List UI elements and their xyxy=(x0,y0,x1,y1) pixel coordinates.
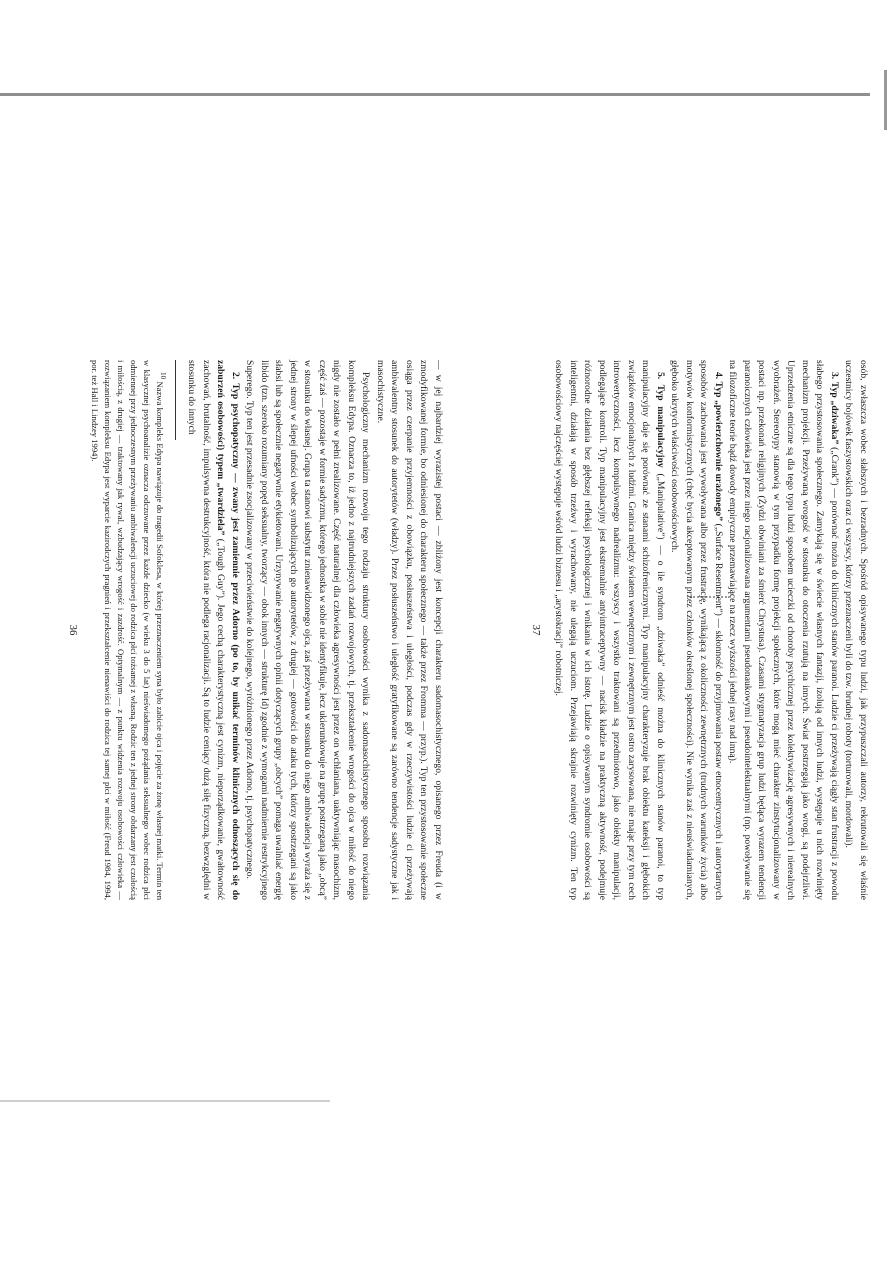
paragraph: — w jej najbardziej wyrazistej postaci — zbliżony jest koncepcji charakteru sadomasochistycznego, opisanego przez Freuda (i w zmodyfikowanej formie, bo odniesionej do charakteru społecznego — także przez Fromma — przyp.). Typ ten przystosowanie społeczne osiąga przez czerpanie przyjemności z obowiązku, posłuszeństwa i uległości, podczas gdy w rzeczywistości ludzie ci przeżywają ambiwalentny stosunek do autorytetów (władzy). Przez posłuszeństwo i uległość gratyfikowane są zarówno tendencje sadystyczne jak i masochistyczne. xyxy=(375,360,444,900)
page-number: 36 xyxy=(67,624,80,636)
left-page xyxy=(25,360,445,900)
footnote xyxy=(88,360,169,900)
section-body: („Crank”) — porównać można do klinicznych stanów paranoi. Ludzie ci przeżywają ciągły stan frustracji z powodu słabego przystosowania społecznego. Zamykają się w świecie własnych fantazji, izolują od innych ludzi, występuje u nich rozwinięty mechanizm projekcji. Przeżywaną wrogość w stosunku do otoczenia rzutują na innych. Świat postrzegają jako wrogi, są podejrzliwi. Uprzedzenia etniczne są dla tego typu ludzi sposobem ucieczki od choroby psychicznej przez kolektywizację agresywnych i nierealnych wyobrażeń. Stereotypy stanowią w tym przypadku formę projekcji społecznych, które mogą mieć charakter zinstytucjonalizowany w postaci np. przekonań religijnych (Żydzi obwiniani za śmierć Chrystusa). Czasami stygmatyzacja grup ludzi będąca wyrazem tendencji paranoicznych człowieka jest przez niego racjonalizowana argumentami pseudonaukowymi i pseudointelektualnymi (np. powoływanie się na filozoficzne teorie bądź dowody empiryczne przemawiające na rzecz wyższości jednej rasy nad inną). xyxy=(727,360,840,900)
scan-artifact-line xyxy=(0,93,870,96)
section-heading: 5. Typ manipulacyjny xyxy=(655,372,666,468)
section-crank xyxy=(725,360,841,900)
section-body: („Tough Guy”). Jego cechą charakterystyczną jest cynizm, nieporządkowanie, gwałtowność zachowań, brutalność, impulsywna destrukcyjność, która nie podlega racjonalizacji. Są to ludzie ceniący dużą siłę fizyczną, bezwzględni w stosunku do innych xyxy=(186,360,227,900)
scan-artifact-line xyxy=(0,1100,330,1102)
footnote-number: 10 xyxy=(159,372,167,380)
scan-corner-mark xyxy=(870,70,887,130)
right-page xyxy=(450,360,870,900)
section-body: („Surface Resentment”) — skłonność do przyjmowania postaw etnocentrycznych i autorytarnych sposobów zachowania jest wywoływana albo przez frustrację, wynikającą z okoliczności zewnętrznych (trudnych warunków życia) albo motywów konformistycznych (chęć bycia akceptowanym przez członków określonej społeczności). Nie wynika zaś z nieuświadamianych, głęboko ukrytych właściwości osobowościowych. xyxy=(669,360,724,900)
section-heading: 3. Typ „dziwaka” xyxy=(829,372,840,445)
section-psychopathic xyxy=(184,360,242,900)
paragraph: osób, zwłaszcza wobec słabszych i bezradnych. Spośród opisywanego typu ludzi, jak przypuszczali autorzy, rekrutowali się właśnie uczestnicy bojówek faszystowskich oraz ci wszyscy, którzy przeznaczeni byli do tzw. brudnej roboty (torturowali, mordowali). xyxy=(843,360,869,900)
section-surface-resentment xyxy=(667,360,725,900)
section-heading: 2. Typ psychopatyczny — zwany jest zamiennie przez Adorno (po to, by unikać terminów klinicznych odnoszących się do zaburzeń osobowości) typem „twardziela” xyxy=(215,360,241,900)
footnote-text: Nazwa kompleks Edypa nawiązuje do tragedii Sofoklesa, w której przeznaczeniem syna było zabicie ojca i pojęcie za żonę własnej matki. Termin ten w klasycznej psychoanalizie oznacza odczuwane przez każde dziecko (w wieku 3 do 5 lat) nieświadomego pożądania seksualnego wobec rodzica płci odmiennej przy jednoczesnym przeżywaniu ambiwalencji uczuciowej do rodzica płci tożsamej z własną. Rodzic ten z jednej strony obdarzany jest czułością i miłością, z drugiej — traktowany jak rywal, wzbudzający wrogość i zazdrość. Optymalnym — z punktu widzenia rozwoju osobowości człowieka — rozwiązaniem kompleksu Edypa jest wyparcie kazirodczych pragnień i przekształcenie nienawiści do rodzica tej samej płci w miłość (Freud 1984, 1994, por. też Hall i Lindzey 1994). xyxy=(90,360,166,900)
paragraph: Psychologiczny mechanizm rozwoju tego rodzaju struktury osobowości wynika z sadomasochistycznego sposobu rozwiązania kompleksu Edypa. Oznacza to, iż jedno z najtrudniejszych zadań rozwojowych, tj. przekształcenie wrogości do ojca w miłość do niego nigdy nie zostało w pełni zrealizowane. Część naturalnej dla człowieka agresywności jest przez on wchłaniana, uaktywniając masochizm, część zaś — pozostaje w formie sadyzmu, którego jednostka w sobie nie identyfikuje, lecz ukierunkowuje na grupę postrzeganą jako „obcą” w stosunku do własnej. Grupa ta stanowi substytut znienawidzonego ojca, zaś przeżywana w stosunku do niego ambiwalencja wyraża się z jednej strony w ślepej ufności wobec symbolizujących go autorytetów, z drugiej — gotowości do ataku tych, którzy spostrzegani są jako słabsi lub są społecznie negatywnie etykietowani. Urzynywanie negatywnych opinii dotyczących grupy „obcych” pomaga uwalniać energię libido (tzn. szeroko rozumiany popęd seksualny, tworzący — obok innych — strukturę Id) zgodnie z wymogami nadmiernie restrykcyjnego Superego. Typ ten jest przesadnie zsocjalizowany w przeciwieństwie do kolejnego, wyróżnionego przez Adorno, tj. psychopatycznego. xyxy=(244,360,372,900)
page-number: 37 xyxy=(530,624,542,636)
section-body: („Manipulative”) — o ile syndrom „dziwaka” odnieść można do klinicznych stanów paranoi, to typ manipulacyjny daje się porównać ze stanami schizofrenicznymi. Typ manipulacyjny charakteryzuje brak obiektu kateksji i głębokich związków emocjonalnych z ludźmi. Granica między światem wewnętrznym i zewnętrznym jest ostro zarysowana, nie mając przy tym cech introwertyczności, lecz kompulsywnego nadrealizmu: wszyscy i wszystko traktowani są przedmiotowo, jako obiekty manipulacji, podlegające kontroli. Typ manipulacyjny jest ekstremalnie antyintraceptywny — nacisk kładzie na praktyczną aktywność, podejmuje różnorodne działania bez głębszej refleksji psychologicznej i wnikania w ich istotę. Ludzie o opisywanym syndromie osobowości są inteligentni, działają w sposób trzeźwy i wyrachowany, nie ulegają uczuciom. Przejawiają skrajnie rozwinięty cynizm. Ten typ osobowościowy najczęściej występuje wśród ludzi biznesu i „arystokracji” robotniczej. xyxy=(553,360,666,900)
section-heading: 4. Typ „powierzchownie urażonego” xyxy=(713,372,724,522)
footnote-rule xyxy=(175,360,176,440)
section-manipulative xyxy=(551,360,667,900)
